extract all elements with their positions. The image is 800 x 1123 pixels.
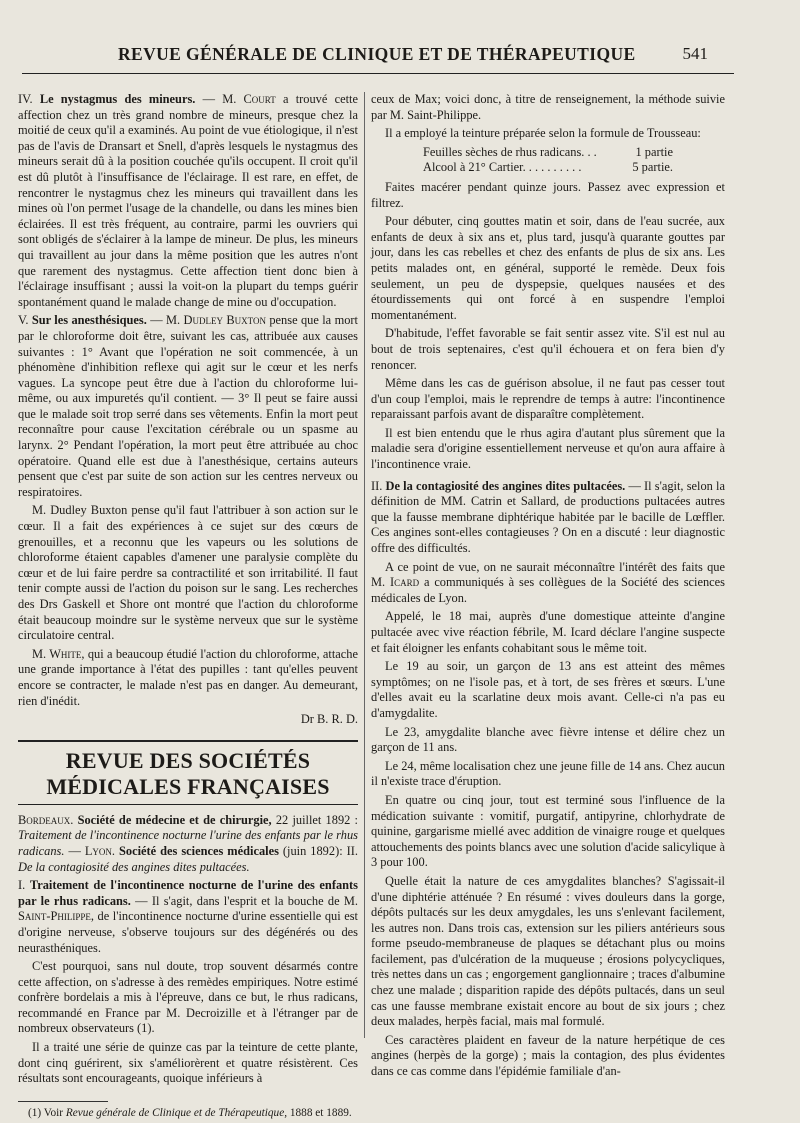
recipe-row [423, 160, 673, 176]
paragraph-empiriques: C'est pourquoi, sans nul doute, trop souvent désarmés contre cette affection, on s'adresse à des remèdes empiriques. Notre estimé confrère bordelais a mis à l'épreuve, dans ce but, le rhus radicans, recommandé en France par M. Decroizille et à l'étranger par de nombreux observateurs (1). [18, 959, 358, 1036]
city-name: Bordeaux. [18, 812, 74, 827]
paragraph-body: A ce point de vue, on ne saurait méconnaître l'intérêt des faits que M. [371, 559, 725, 590]
paragraph-body: , qui a beaucoup étudié l'action du chloroforme, attache une grande importance à l'état des pupilles : tant qu'elles peuvent encore se contracter, le malade n'est pas en danger. Au demeurant, rien d'inédit. [18, 646, 359, 708]
paragraph-effet: D'habitude, l'effet favorable se fait sentir assez vite. S'il est nul au bout de trois septenaires, c'est qu'il échouera et on fera bien d'y renoncer. [371, 326, 725, 372]
section-rule-bottom [18, 804, 358, 805]
footnote-journal-title: Revue générale de Clinique et de Thérapeutique, [65, 1106, 288, 1119]
item-number: I. [18, 878, 26, 893]
paragraph-medication: En quatre ou cinq jour, tout est terminé sous l'influence de la médication suivante : vomitif, purgatif, antipyrine, chlorhydrate de quinine, gargarisme miellé avec addition de vinaigre rouge et quelques attouchements des points blancs avec une solution d'acide salicylique à 3 pour 100. [371, 792, 725, 870]
paragraph-body: a trouvé cette affection chez un très grand nombre de mineurs, presque chez la moitié de ceux qu'il a examinés. Au point de vue étiologique, il n'est pas de l'avis de Dransart et Snell, d'après lesquels le nystagmus des mineurs serait dû à la position couchée qu'ils occupent. Il croit qu'il est dû plutôt à l'insuffisance de l'éclairage. Il est rare, en effet, de rencontrer le nystagmus chez les mineurs qui travaillent dans les mines où l'on permet l'usage de la chandelle, ou dans les mines bien éclairées. Il est très fréquent, au contraire, parmi les ouvriers qui sont obligés de s'éclairer à la lampe de mineur. De plus, les mineurs qui travaillent au jour dans la même position que les autres n'ont que rarement des nystagmus. Cette affection tient donc bien à l'éclairage insuffisant ; aussi la voit-on la plupart du temps guérir spontanément quand le malade change de mine ou d'occupation. [18, 92, 358, 309]
paragraph-body: — Il s'agit, dans l'esprit et la bouche de M. [130, 893, 358, 908]
footnote-marker: (1) Voir [28, 1106, 66, 1119]
paragraph-maceration: Faites macérer pendant quinze jours. Passez avec expression et filtrez. [371, 179, 725, 210]
paragraph-anesthesiques [18, 313, 358, 500]
recipe-table [423, 145, 725, 176]
signature: Dr B. R. D. [300, 712, 358, 727]
paragraph-body: , de l'incontinence nocturne d'urine essentielle qui est d'origine nerveuse, s'observe toujours sur des dégénérés ou des neurasthéniques. [18, 909, 358, 955]
paragraph-nature: Quelle était la nature de ces amygdalites blanches? S'agissait-il d'une diphtérie atténuée ? En résumé : vives douleurs dans la gorge, dépôts pultacés sur les deux amygdales, les uns s'enlevant facilement, les autres non. Dans trois cas, extension sur les piliers antérieurs sous forme pseudo-membraneuse de plaques se détachant plus ou moins facilement, pas d'ulcération de la muqueuse ; érosions polycycliques, très nettes dans un cas ; engorgement ganglionnaire ; traces d'albumine chez une malade ; disparition rapide des dépôts pultacés, dans un seul cas une fausse membrane existait encore au bout de six jours ; chez deux malades, herpès facial, mais mal formulé. [371, 873, 725, 1029]
item-heading: Le nystagmus des mineurs. [39, 92, 196, 106]
footnote-rule [18, 1101, 108, 1102]
recipe-item: Alcool à 21° Cartier. . . . . . . . . . [423, 160, 582, 175]
paragraph-23-mai: Le 23, amygdalite blanche avec fièvre intense et délire chez un garçon de 11 ans. [371, 724, 725, 755]
running-title: REVUE GÉNÉRALE DE CLINIQUE ET DE THÉRAPEUTIQUE [118, 44, 636, 64]
author-name: Dudley Buxton [183, 313, 266, 328]
header-rule [22, 73, 734, 74]
recipe-row [423, 145, 673, 161]
dash: — M. [146, 313, 184, 328]
item-number: II. [371, 478, 383, 493]
left-column [18, 92, 358, 1123]
section-title: REVUE DES SOCIÉTÉS MÉDICALES FRANÇAISES [46, 747, 330, 799]
recipe-quantity: 5 partie. [632, 160, 673, 175]
author-name: Court [243, 92, 276, 106]
paragraph-max: ceux de Max; voici donc, à titre de renseignement, la méthode suivie par M. Saint-Philippe. [371, 92, 725, 122]
paragraph-incontinence [18, 878, 358, 956]
topic-title: Traitement de l'incontinence nocturne l'urine des enfants par le rhus radicans. [18, 828, 358, 858]
column-divider [364, 92, 365, 1038]
paragraph-serie: Il a traité une série de quinze cas par la teinture de cette plante, dont cinq guérirent, six s'améliorèrent et quatre résistèrent. Ces résultats sont encourageants, quoique inférieurs à [18, 1040, 358, 1086]
paragraph-body: pense que la mort par le chloroforme doit être, suivant les cas, attribuée aux causes suivantes : 1° Avant que l'opération ne soit commencée, à un phénomène d'inhibition reflexe qui agit sur le cœur et les nerfs vagues. La syncope peut être due à l'action du chloroforme lui-même, ou aux impuretés qu'il contient. — 3° Il peut se faire aussi que le malade soit trop serré dans ses vêtements. Enfin la mort peut reconnaître pour cause l'excitation cérébrale ou un spasme au larynx. 2° Pendant l'opération, la mort peut être attribuée au choc opératoire. Quand elle est due à l'anesthésique, certains auteurs pensent que c'est par suite de son action sur les centres nerveux ou respiratoires. [18, 313, 358, 499]
paragraph-body: — Il s'agit, selon la définition de MM. Catrin et Sallard, de productions pultacées autres que la fausse membrane diphtérique habitée par le bacille de Lœffler. Ces angines sont-elles contagieuses ? On en a discuté : leur diagnostic offre des difficultés. [371, 478, 725, 556]
society-name: Société des sciences médicales [115, 843, 279, 858]
city-name: — Lyon. [68, 843, 116, 858]
page-number: 541 [682, 44, 708, 63]
footnote [18, 1106, 358, 1120]
paragraph-18-mai: Appelé, le 18 mai, auprès d'une domestique atteinte d'angine pultacée avec vive réaction fébrile, M. Icard déclare l'angine suspecte et fait éloigner les enfants cohabitant sous le même toit. [371, 609, 725, 655]
section-summary [18, 813, 358, 875]
recipe-quantity: 1 partie [635, 144, 673, 159]
society-name: Société de médecine et de chirurgie, [73, 812, 272, 827]
paragraph-19-mai: Le 19 au soir, un garçon de 13 ans est atteint des mêmes symptômes; on ne l'isole pas, et à tort, de ses frères et sœurs. L'une d'elles avait eu la scarlatine deux mois avant. Celle-ci n'a pas eu d'amygdalite. [371, 659, 725, 720]
item-heading: Traitement de l'incontinence nocturne de l'urine des enfants par le rhus radicans. [18, 878, 358, 908]
paragraph-body: a communiqués à ses collègues de la Société des sciences médicales de Lyon. [371, 575, 725, 605]
paragraph-guerison: Même dans les cas de guérison absolue, il ne faut pas cesser tout d'un coup l'emploi, mais le reprendre de temps à autre: l'incontinence reparaissant parfois avant de disparaître complètement. [371, 376, 725, 422]
author-name: Icard [389, 575, 420, 590]
meeting-date: (juin 1892): II. [278, 843, 358, 858]
page-header [0, 38, 800, 78]
section-rule-top [18, 740, 358, 742]
paragraph-24-mai: Le 24, même localisation chez une jeune fille de 14 ans. Chez aucun il n'existe trace d'éruption. [371, 758, 725, 789]
topic-title: De la contagiosité des angines dites pultacées. [18, 859, 250, 874]
recipe-item: Feuilles sèches de rhus radicans. . . [423, 144, 597, 159]
paragraph-teinture: Il a employé la teinture préparée selon la formule de Trousseau: [385, 126, 701, 141]
paragraph-posologie: Pour débuter, cinq gouttes matin et soir, dans de l'eau sucrée, aux enfants de deux à six ans et, plus tard, jusqu'à quarante gouttes par jour, dans les cas rebelles et chez des enfants de plus de six ans. Les petits malades ont, en général, supporté le remède. Deux fois seulement, un peu de dyspepsie, quelques nausées et des étourdissements qui ont forcé à en suspendre l'emploi momentanément. [371, 214, 725, 322]
item-number: IV. [18, 92, 33, 106]
paragraph-caracteres: Ces caractères plaident en faveur de la nature herpétique de ces angines (herpès de la gorge) ; mais la contagion, des plus évidentes dans ce cas comme dans l'épidémie familiale d'an- [371, 1032, 725, 1079]
footnote-years: 1888 et 1889. [287, 1106, 352, 1119]
paragraph-angines [371, 479, 725, 557]
item-heading: Sur les anesthésiques. [31, 313, 147, 328]
author-name: Saint-Philippe [18, 909, 91, 924]
author-name: M. White [32, 646, 82, 661]
paragraph-rhus: Il est bien entendu que le rhus agira d'autant plus sûrement que la maladie sera d'origine essentiellement nerveuse et qu'on aura affaire à l'incontinence vraie. [371, 425, 725, 472]
item-heading: De la contagiosité des angines dites pultacées. [385, 478, 626, 493]
paragraph-buxton: M. Dudley Buxton pense qu'il faut l'attribuer à son action sur le cœur. Il a fait des expériences à ce sujet sur des cœurs de grenouilles, et a reconnu que les vapeurs ou les solutions de chloroforme étaient capables d'amener une paralysie complète du cœur et de lui faire perdre sa contractilité et son irritabilité. Il faut tenir compte aussi de l'action du poison sur le sang. Les recherches des Drs Gaskell et Shore ont montré que l'action du chloroforme était beaucoup moindre sur le système nerveux que sur le système circulatoire central. [18, 503, 358, 643]
item-number: V. [18, 313, 29, 328]
paragraph-white [18, 647, 358, 709]
paragraph-nystagmus [18, 92, 358, 310]
paragraph-icard [371, 560, 725, 607]
meeting-date: 22 juillet 1892 : [271, 812, 358, 827]
dash: — M. [195, 92, 244, 106]
right-column [371, 92, 725, 1083]
